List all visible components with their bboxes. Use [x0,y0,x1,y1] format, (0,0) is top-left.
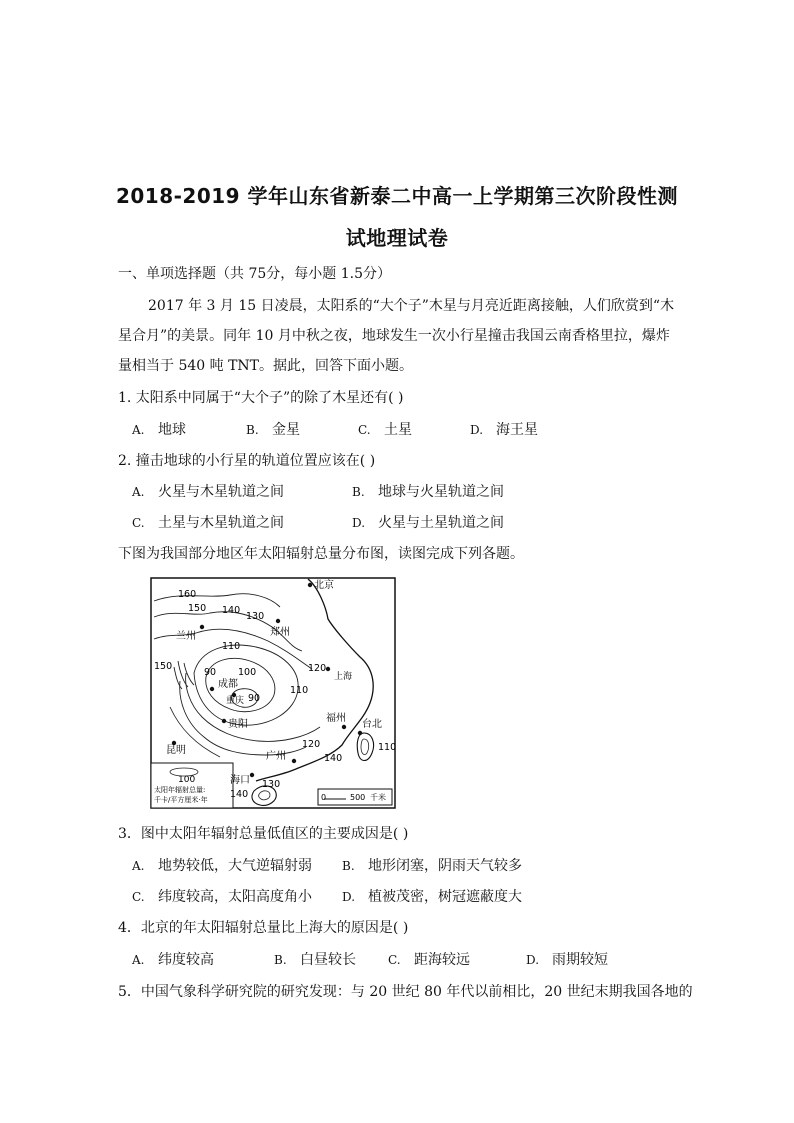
q2-option-a: A. 火星与木星轨道之间 [132,484,284,500]
contour-label: 160 [178,589,197,600]
q2-stem: 2. 撞击地球的小行星的轨道位置应该在( ) [118,453,376,469]
contour-label: 110 [378,742,396,753]
intro-line-2: 星合月”的美景。同年 10 月中秋之夜，地球发生一次小行星撞击我国云南香格里拉，爆炸 [118,328,670,344]
city-guangzhou: 广州 [266,751,286,762]
contour-label: 140 [324,753,343,764]
q1-option-a: A. 地球 [132,422,186,438]
q2-option-c: C. 土星与木星轨道之间 [132,515,284,531]
q3-stem: 3．图中太阳年辐射总量低值区的主要成因是( ) [118,826,409,842]
city-dot [250,773,254,777]
q3-option-d: D. 植被茂密，树冠遮蔽度大 [342,889,522,905]
title-line-2: 试地理试卷 [345,226,449,250]
city-dot [276,619,280,623]
city-dot [222,719,226,723]
q2-option-b: B. 地球与火星轨道之间 [352,484,504,500]
map-intro: 下图为我国部分地区年太阳辐射总量分布图，读图完成下列各题。 [118,546,524,562]
city-dot [292,759,296,763]
city-dot [358,731,362,735]
contour-label: 140 [222,605,241,616]
city-dot [200,625,204,629]
q1-option-c: C. 土星 [358,422,412,438]
q5-stem: 5．中国气象科学研究院的研究发现：与 20 世纪 80 年代以前相比，20 世纪末期我国各地的 [118,984,693,1000]
q4-option-b: B. 白昼较长 [274,952,356,968]
scale-unit: 千米 [370,793,386,802]
contour-label: 140 [230,789,249,800]
q4-option-d: D. 雨期较短 [526,952,608,968]
contour-label: 110 [222,641,241,652]
city-fuzhou: 福州 [326,713,346,724]
contour-label: 120 [308,663,327,674]
scale-value: 500 [350,793,366,802]
q1-stem: 1. 太阳系中同属于“大个子”的除了木星还有( ) [118,390,404,406]
q4-option-c: C. 距海较远 [388,952,470,968]
intro-line-3: 量相当于 540 吨 TNT。据此，回答下面小题。 [118,358,413,374]
contour-label: 110 [290,685,309,696]
contour-label: 120 [302,739,321,750]
scale-zero: 0 [321,793,327,802]
city-chongqing: 重庆 [226,696,245,706]
contour-label: 130 [262,779,281,790]
city-zhengzhou: 郑州 [270,627,290,638]
city-dot [308,583,312,587]
city-beijing: 北京 [314,580,334,591]
q1-option-d: D. 海王星 [470,422,538,438]
contour-label: 90 [204,667,217,678]
solar-radiation-map [150,577,396,809]
city-dot [326,667,330,671]
city-shanghai: 上海 [334,672,353,682]
q3-option-b: B. 地形闭塞，阴雨天气较多 [342,858,522,874]
q2-option-d: D. 火星与土星轨道之间 [352,515,504,531]
city-dot [342,725,346,729]
contour-label: 150 [154,661,173,672]
city-chengdu: 成都 [218,679,238,690]
q1-option-b: B. 金星 [246,422,300,438]
city-guiyang: 贵阳 [228,719,248,730]
q3-option-a: A. 地势较低，大气逆辐射弱 [132,858,312,874]
contour-label: 130 [246,611,265,622]
title-line-1: 2018-2019 学年山东省新泰二中高一上学期第三次阶段性测 [115,184,679,208]
city-lanzhou: 兰州 [176,631,196,642]
section-heading: 一、单项选择题（共 75分，每小题 1.5分） [118,266,391,282]
city-taipei: 台北 [362,719,382,730]
city-haikou: 海口 [230,775,250,786]
city-kunming: 昆明 [166,745,186,756]
contour-label: 90 [248,693,261,704]
q3-option-c: C. 纬度较高，太阳高度角小 [132,889,312,905]
city-dot [210,687,214,691]
contour-label: 150 [188,603,207,614]
legend-value: 100 [178,775,196,785]
legend-text-2: 千卡/平方厘米·年 [154,796,208,804]
q4-option-a: A. 纬度较高 [132,952,214,968]
legend-text-1: 太阳年辐射总量: [154,786,206,794]
intro-line-1: 2017 年 3 月 15 日凌晨，太阳系的“大个子”木星与月亮近距离接触，人们欣赏到“木 [148,298,675,314]
contour-label: 100 [238,667,257,678]
q4-stem: 4．北京的年太阳辐射总量比上海大的原因是( ) [118,920,409,936]
